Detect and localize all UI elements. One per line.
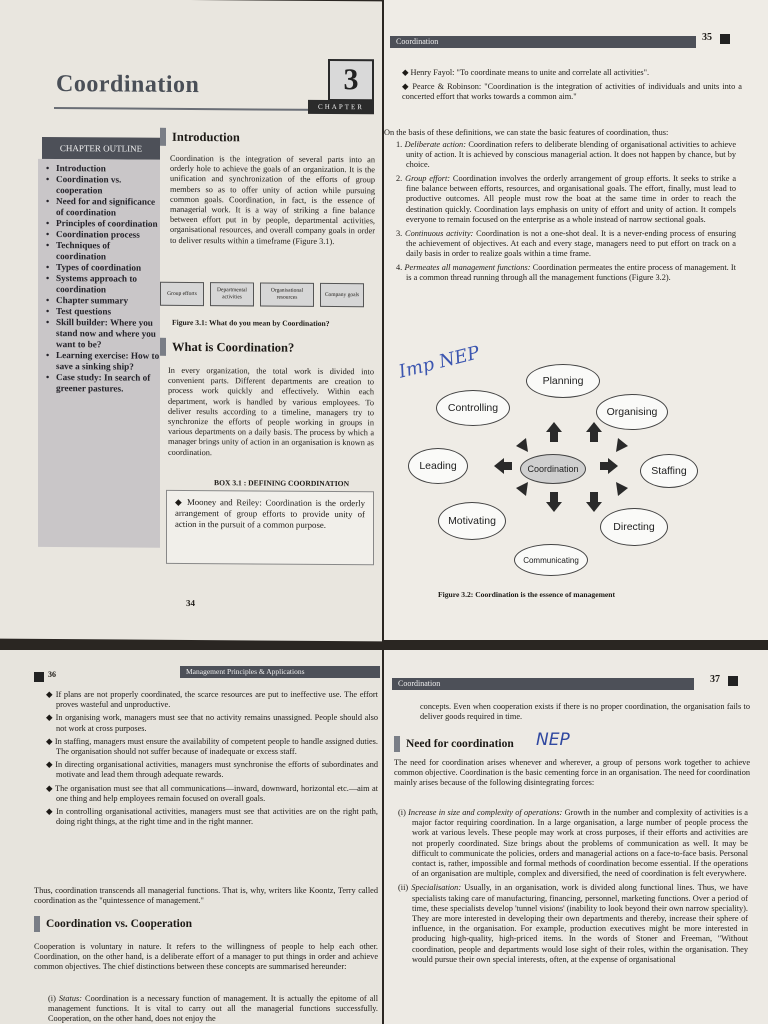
- node-controlling: Controlling: [436, 390, 510, 426]
- chapter-outline: [38, 159, 160, 548]
- chapter-tag: CHAPTER: [308, 100, 374, 114]
- feature-text: Coordination is not a one-shot deal. It is a never-ending process of ensuring the achievement of objectives. At each and every stage, managers need to put effort on track on a daily basis in order to realize goals within a time frame.: [406, 228, 737, 258]
- bullet-list: [46, 690, 378, 830]
- page-number: 35: [702, 32, 712, 43]
- box-quote-text: Mooney and Reiley: Coordination is the orderly arrangement of group efforts to provide unity of action in the pursuit of a common purpose.: [175, 496, 365, 530]
- section-heading: Coordination vs. Cooperation: [46, 918, 192, 930]
- quote-fayol: ◆ Henry Fayol: "To coordinate means to unite and correlate all activities".: [402, 68, 650, 77]
- quote-pearce: ◆ Pearce & Robinson: "Coordination is the integration of activities of individuals and units into a concerted effort that works towards a common aim.": [402, 82, 742, 102]
- quote-text: Pearce & Robinson: "Coordination is the integration of activities of individuals and units into a concerted effort that works towards a common aim.": [402, 82, 742, 102]
- chapter-number: 3: [328, 59, 374, 101]
- box-quote: ◆ Mooney and Reiley: Coordination is the orderly arrangement of group efforts to provide unity of action in the pursuit of a common purpose.: [175, 496, 365, 530]
- need-item-text: Usually, in an organisation, work is divided along functional lines. Thus, we have specialists taking care of manufacturing, financing, personnel, marketing functions. Over a period of time, these specialists develop 'tunnel visions' (inability to look beyond their own narrow speciality). They are more interested in developing their own departments and thereby, increase their sphere of influence, in the organisation. For example, production executives might be more interested in producing high-quality, high-priced items. In the words of Stoner and Freeman, "Without coordination, people and departments would lose sight of their roles, within the organisation. They would pursue their own special interests, often, at the expense of organisational: [412, 883, 748, 964]
- handwritten-note: NEP: [536, 730, 570, 750]
- bullet-text: In controlling organisational activities, managers must see that activities are on the right path, doing right things, at the right time and in the right manner.: [56, 807, 378, 827]
- page-marker: [34, 672, 44, 682]
- section-heading: Need for coordination: [406, 738, 514, 750]
- figure-3-2-diagram: [396, 360, 748, 592]
- feature-text: Coordination involves the orderly arrangement of group efforts. It seeks to strike a fine balance between efforts, resources, and organisational goals. The effort, finally, must lead to productive outcomes. All people must row the boat at the same time in order to reach the destination quickly. Coordination lays emphasis on unity of effort and unity of action. It compels everyone to remain focused on the enterprise as a whole instead of narrow sectional goals.: [406, 174, 737, 224]
- bullet-marker: ◆: [46, 690, 56, 699]
- feature-item: [392, 229, 736, 259]
- section-bar: [160, 338, 166, 356]
- chapter-outline-heading: CHAPTER OUTLINE: [42, 137, 160, 160]
- bullet-text: In directing organisational activities, managers must synchronise the efforts of subordinates and motivate and lead them through adequate rewards.: [55, 760, 378, 780]
- intro-text: Coordination is the integration of several parts into an orderly hole to achieve the goals of an organization. It is the unification and synchronization of the efforts of group members so as to offer unity of action while pursuing common goals. Coordination, in fact, is the essence of managerial work. It is a way of striking a fine balance between effort put in by people, departmental activities, organisational resources, and overall company goals in order to deliver results within a timeframe (Figure 3.1).: [170, 153, 375, 246]
- bullet-text: In staffing, managers must ensure the availability of competent people to handle assigned duties. The organisation should not suffer because of inadequate or excess staff.: [54, 736, 378, 757]
- need-item: [396, 883, 748, 965]
- intro-heading: Introduction: [172, 129, 240, 145]
- outline-item: • Case study: In search of greener pastures.: [46, 372, 160, 395]
- bullet-item: [46, 713, 378, 733]
- node-staffing: Staffing: [640, 454, 698, 488]
- outline-item: • Learning exercise: How to save a sinking ship?: [46, 350, 160, 373]
- title-rule: [54, 107, 324, 111]
- node-coordination: Coordination: [520, 454, 586, 484]
- feature-term: Continuous activity:: [405, 228, 474, 238]
- running-header: Coordination: [390, 36, 696, 48]
- fig1-box: Departmental activities: [210, 282, 254, 306]
- figure-3-1: [160, 278, 378, 314]
- page-number: 34: [186, 597, 195, 609]
- what-heading: What is Coordination?: [172, 339, 295, 355]
- feature-text: Coordination refers to deliberate blending of organisational activities to achieve unity of action. It is achieved by conscious managerial action. It does not happen by chance, but by choice.: [406, 140, 737, 170]
- summary-text: Thus, coordination transcends all managerial functions. That is, why, writers like Koontz, Terry called coordination as the "quintessence of management.": [34, 886, 378, 906]
- feature-term: Group effort:: [405, 174, 451, 184]
- bullet-marker: ◆: [46, 783, 56, 793]
- box-title: BOX 3.1 : DEFINING COORDINATION: [214, 478, 350, 489]
- outline-item: • Systems approach to coordination: [46, 273, 160, 296]
- bullet-text: In organising work, managers must see that no activity remains unassigned. People should also not work at cross purposes.: [55, 713, 378, 733]
- feature-number: 3.: [396, 228, 403, 238]
- page-37: [384, 650, 768, 1024]
- running-header: Management Principles & Applications: [180, 666, 380, 678]
- fig1-box: Company goals: [320, 283, 364, 307]
- handwritten-note: Imp NEP: [396, 342, 482, 383]
- node-communicating: Communicating: [514, 544, 588, 576]
- bullet-text: The organisation must see that all communications—inward, downward, horizontal etc.—aim at one thing and help employees remain focused on overall goals.: [55, 783, 378, 803]
- bullet-item: [46, 690, 378, 710]
- fig1-box: Group efforts: [160, 282, 204, 306]
- outline-item: • Introduction: [46, 163, 160, 175]
- feature-term: Deliberate action:: [404, 140, 466, 149]
- bullet-item: [46, 737, 378, 757]
- outline-item: • Techniques of coordination: [46, 240, 160, 263]
- feature-number: 4.: [396, 263, 403, 273]
- need-item-term: Increase in size and complexity of operations:: [408, 808, 563, 817]
- page-34: [0, 0, 382, 641]
- node-motivating: Motivating: [438, 502, 506, 540]
- node-leading: Leading: [408, 448, 468, 484]
- outline-item: • Test questions: [46, 306, 160, 318]
- item-text: Coordination is a necessary function of management. It is actually the epitome of all management functions. It is vital to carry out all the managerial functions successfully. Cooperation, on the other hand, does not enjoy the: [48, 994, 378, 1024]
- page-number: 36: [48, 670, 56, 679]
- item-number: (i): [48, 994, 56, 1003]
- feature-item: [392, 174, 736, 224]
- need-item-n: (ii): [398, 883, 409, 893]
- node-directing: Directing: [600, 508, 668, 546]
- node-organising: Organising: [596, 394, 668, 430]
- page-marker: [728, 676, 738, 686]
- outline-item: • Skill builder: Where you stand now and where you want to be?: [46, 317, 160, 351]
- bullet-marker: ◆: [46, 807, 57, 817]
- feature-term: Permeates all management functions:: [404, 263, 531, 273]
- section-bar: [160, 128, 166, 146]
- status-item: [48, 994, 378, 1024]
- feature-number: 2.: [396, 174, 403, 184]
- cooperation-intro: Cooperation is voluntary in nature. It refers to the willingness of people to help each other. Coordination, on the other hand, is a deliberate effort of a manager to put things in order and achieve common objectives. The chief distinctions between these concepts are summarised hereunder:: [34, 942, 378, 972]
- need-item-n: (i): [398, 808, 406, 817]
- item-term: Status:: [58, 994, 82, 1003]
- feature-number: 1.: [396, 140, 403, 149]
- need-item: [396, 808, 748, 879]
- features-list: [392, 140, 736, 287]
- bullet-item: [46, 760, 378, 780]
- bullet-marker: ◆: [46, 736, 55, 746]
- outline-item: • Coordination process: [46, 229, 160, 241]
- need-item-text: Growth in the number and complexity of activities is a major factor requiring coordination. In a large organisation, a large number of people process the work at various levels. These people may work at cross purposes, if their efforts and activities are not properly coordinated. Size brings about the problems of communication as well. It may be difficult to communicate the policies, orders and managerial actions on a face-to-face basis. Personal contact is, rather, impossible and formal methods of coordination become essential. If the operations of an organisation are multiple, complex and diversified, the need of coordination is felt everywhere.: [412, 808, 748, 879]
- chapter-title: Coordination: [56, 71, 200, 99]
- outline-item: • Types of coordination: [46, 262, 160, 274]
- outline-item: • Chapter summary: [46, 295, 160, 307]
- definition-box: [166, 490, 374, 565]
- outline-item: • Coordination vs. cooperation: [46, 174, 160, 197]
- page-marker: [720, 34, 730, 44]
- section-bar: [34, 916, 40, 932]
- feature-item: [392, 140, 736, 170]
- bullet-marker: ◆: [46, 713, 56, 723]
- features-lead: On the basis of these definitions, we can state the basic features of coordination, thus:: [384, 128, 669, 137]
- figure-3-2-caption: Figure 3.2: Coordination is the essence of management: [438, 590, 616, 599]
- outline-item: • Principles of coordination: [46, 218, 160, 230]
- need-items: [396, 808, 748, 969]
- outline-item: • Need for and significance of coordination: [46, 196, 160, 219]
- bullet-marker: ◆: [46, 760, 56, 770]
- page-36: [0, 650, 382, 1024]
- need-intro: The need for coordination arises whenever and wherever, a group of persons work together to achieve common objective. Coordination is the basic cementing force in an organisation. The need for coordination mainly arises because of the following disintegrating forces:: [394, 758, 750, 788]
- fig1-box: Organisational resources: [260, 282, 314, 306]
- running-header: Coordination: [392, 678, 694, 690]
- need-item-term: Specialisation:: [411, 883, 462, 893]
- feature-item: [392, 263, 736, 283]
- node-planning: Planning: [526, 364, 600, 398]
- section-bar: [394, 736, 400, 752]
- continued-text: concepts. Even when cooperation exists if there is no proper coordination, the organisation fails to deliver goods required in time.: [420, 702, 750, 722]
- bullet-item: [46, 784, 378, 804]
- feature-text: Coordination permeates the entire process of management. It is a common thread running through all the management functions (Figure 3.2).: [406, 263, 736, 283]
- what-text: In every organization, the total work is divided into convenient parts. Different departments are creation to process work quickly and effectively. Within each department, work is handled by various employees. To deliver results according to a timeline, managers try to synchronize the efforts of people working in groups in various departments on a daily basis. The process by which a manager brings unity of action in an organisation is known as coordination.: [168, 365, 374, 457]
- bullet-item: [46, 807, 378, 827]
- figure-3-1-caption: Figure 3.1: What do you mean by Coordination?: [172, 317, 330, 328]
- bullet-text: If plans are not properly coordinated, the scarce resources are put to ineffective use. The effort proves wasteful and unproductive.: [55, 690, 378, 710]
- quote-text: Henry Fayol: "To coordinate means to unite and correlate all activities".: [410, 68, 650, 77]
- page-number: 37: [710, 674, 720, 685]
